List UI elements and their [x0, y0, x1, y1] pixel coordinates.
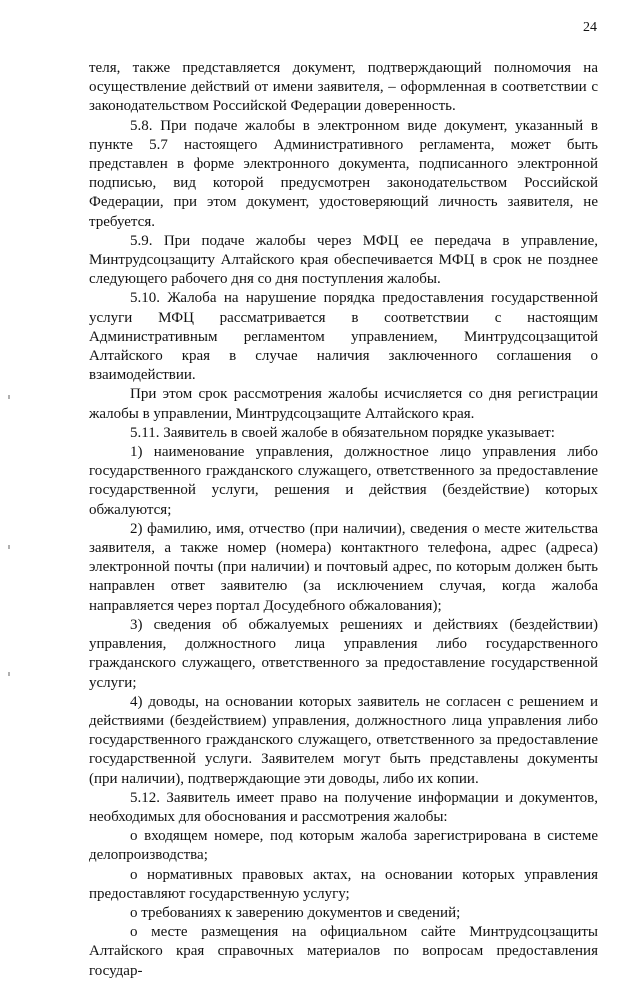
paragraph-continuation: теля, также представляется документ, подтверждающий полномочия на осуществление действий от имени заявителя, – оформленная в соответствии с законодательством Российской Федерации доверенность. — [89, 60, 598, 115]
info-item-legal-acts: о нормативных правовых актах, на основании которых управления предоставляют государственную услугу; — [89, 866, 598, 902]
list-item-1: 1) наименование управления, должностное лицо управления либо государственного гражданского служащего, ответственного за предоставление государственной услуги, решения и действия (бездействие) которых обжалуются; — [89, 444, 598, 518]
paragraph-5-12: 5.12. Заявитель имеет право на получение информации и документов, необходимых для обоснования и рассмотрения жалобы: — [89, 789, 598, 825]
info-item-reference-materials: о месте размещения на официальном сайте Минтрудсоцзащиты Алтайского края справочных материалов по вопросам предоставления государ- — [89, 924, 598, 979]
paragraph-5-9: 5.9. При подаче жалобы через МФЦ ее передача в управление, Минтрудсоцзащиту Алтайского края обеспечивается МФЦ в срок не позднее следующего рабочего дня со дня поступления жалобы. — [89, 232, 598, 288]
list-item-3: 3) сведения об обжалуемых решениях и действиях (бездействии) управления, должностного лица управления либо государственного гражданского служащего, ответственного за предоставление государственной услуги; — [89, 616, 598, 691]
scan-margin-mark — [8, 395, 10, 399]
paragraph-5-10: 5.10. Жалоба на нарушение порядка предоставления государственной услуги МФЦ рассматривается в соответствии с настоящим Административным регламентом управлением, Минтрудсоцзащитой Алтайского края в случае наличия заключенного соглашения о взаимодействии. — [89, 290, 598, 384]
scan-margin-mark — [8, 545, 10, 549]
page-number: 24 — [583, 20, 597, 35]
list-item-2: 2) фамилию, имя, отчество (при наличии), сведения о месте жительства заявителя, а также номер (номера) контактного телефона, адрес (адреса) электронной почты (при наличии) и почтовый адрес, по которым должен быть направлен ответ заявителю (за исключением случая, когда жалоба направляется через портал Досудебного обжалования); — [89, 520, 598, 614]
paragraph-term-note: При этом срок рассмотрения жалобы исчисляется со дня регистрации жалобы в управлении, Минтрудсоцзащите Алтайского края. — [89, 386, 598, 422]
scan-margin-mark — [8, 672, 10, 676]
document-body — [89, 59, 598, 981]
paragraph-5-11: 5.11. Заявитель в своей жалобе в обязательном порядке указывает: — [130, 424, 555, 441]
info-item-incoming-number: о входящем номере, под которым жалоба зарегистрирована в системе делопроизводства; — [89, 828, 598, 864]
info-item-certification: о требованиях к заверению документов и сведений; — [130, 904, 461, 921]
paragraph-5-8: 5.8. При подаче жалобы в электронном виде документ, указанный в пункте 5.7 настоящего Административного регламента, может быть представлен в форме электронного документа, подписанного электронной подписью, вид которой предусмотрен законодательством Российской Федерации, при этом документ, удостоверяющий личность заявителя, не требуется. — [89, 117, 598, 230]
list-item-4: 4) доводы, на основании которых заявитель не согласен с решением и действиями (бездействием) управления, должностного лица управления либо государственного гражданского служащего, ответственного за предоставление государственной услуги. Заявителем могут быть представлены документы (при наличии), подтверждающие эти доводы, либо их копии. — [89, 693, 598, 787]
